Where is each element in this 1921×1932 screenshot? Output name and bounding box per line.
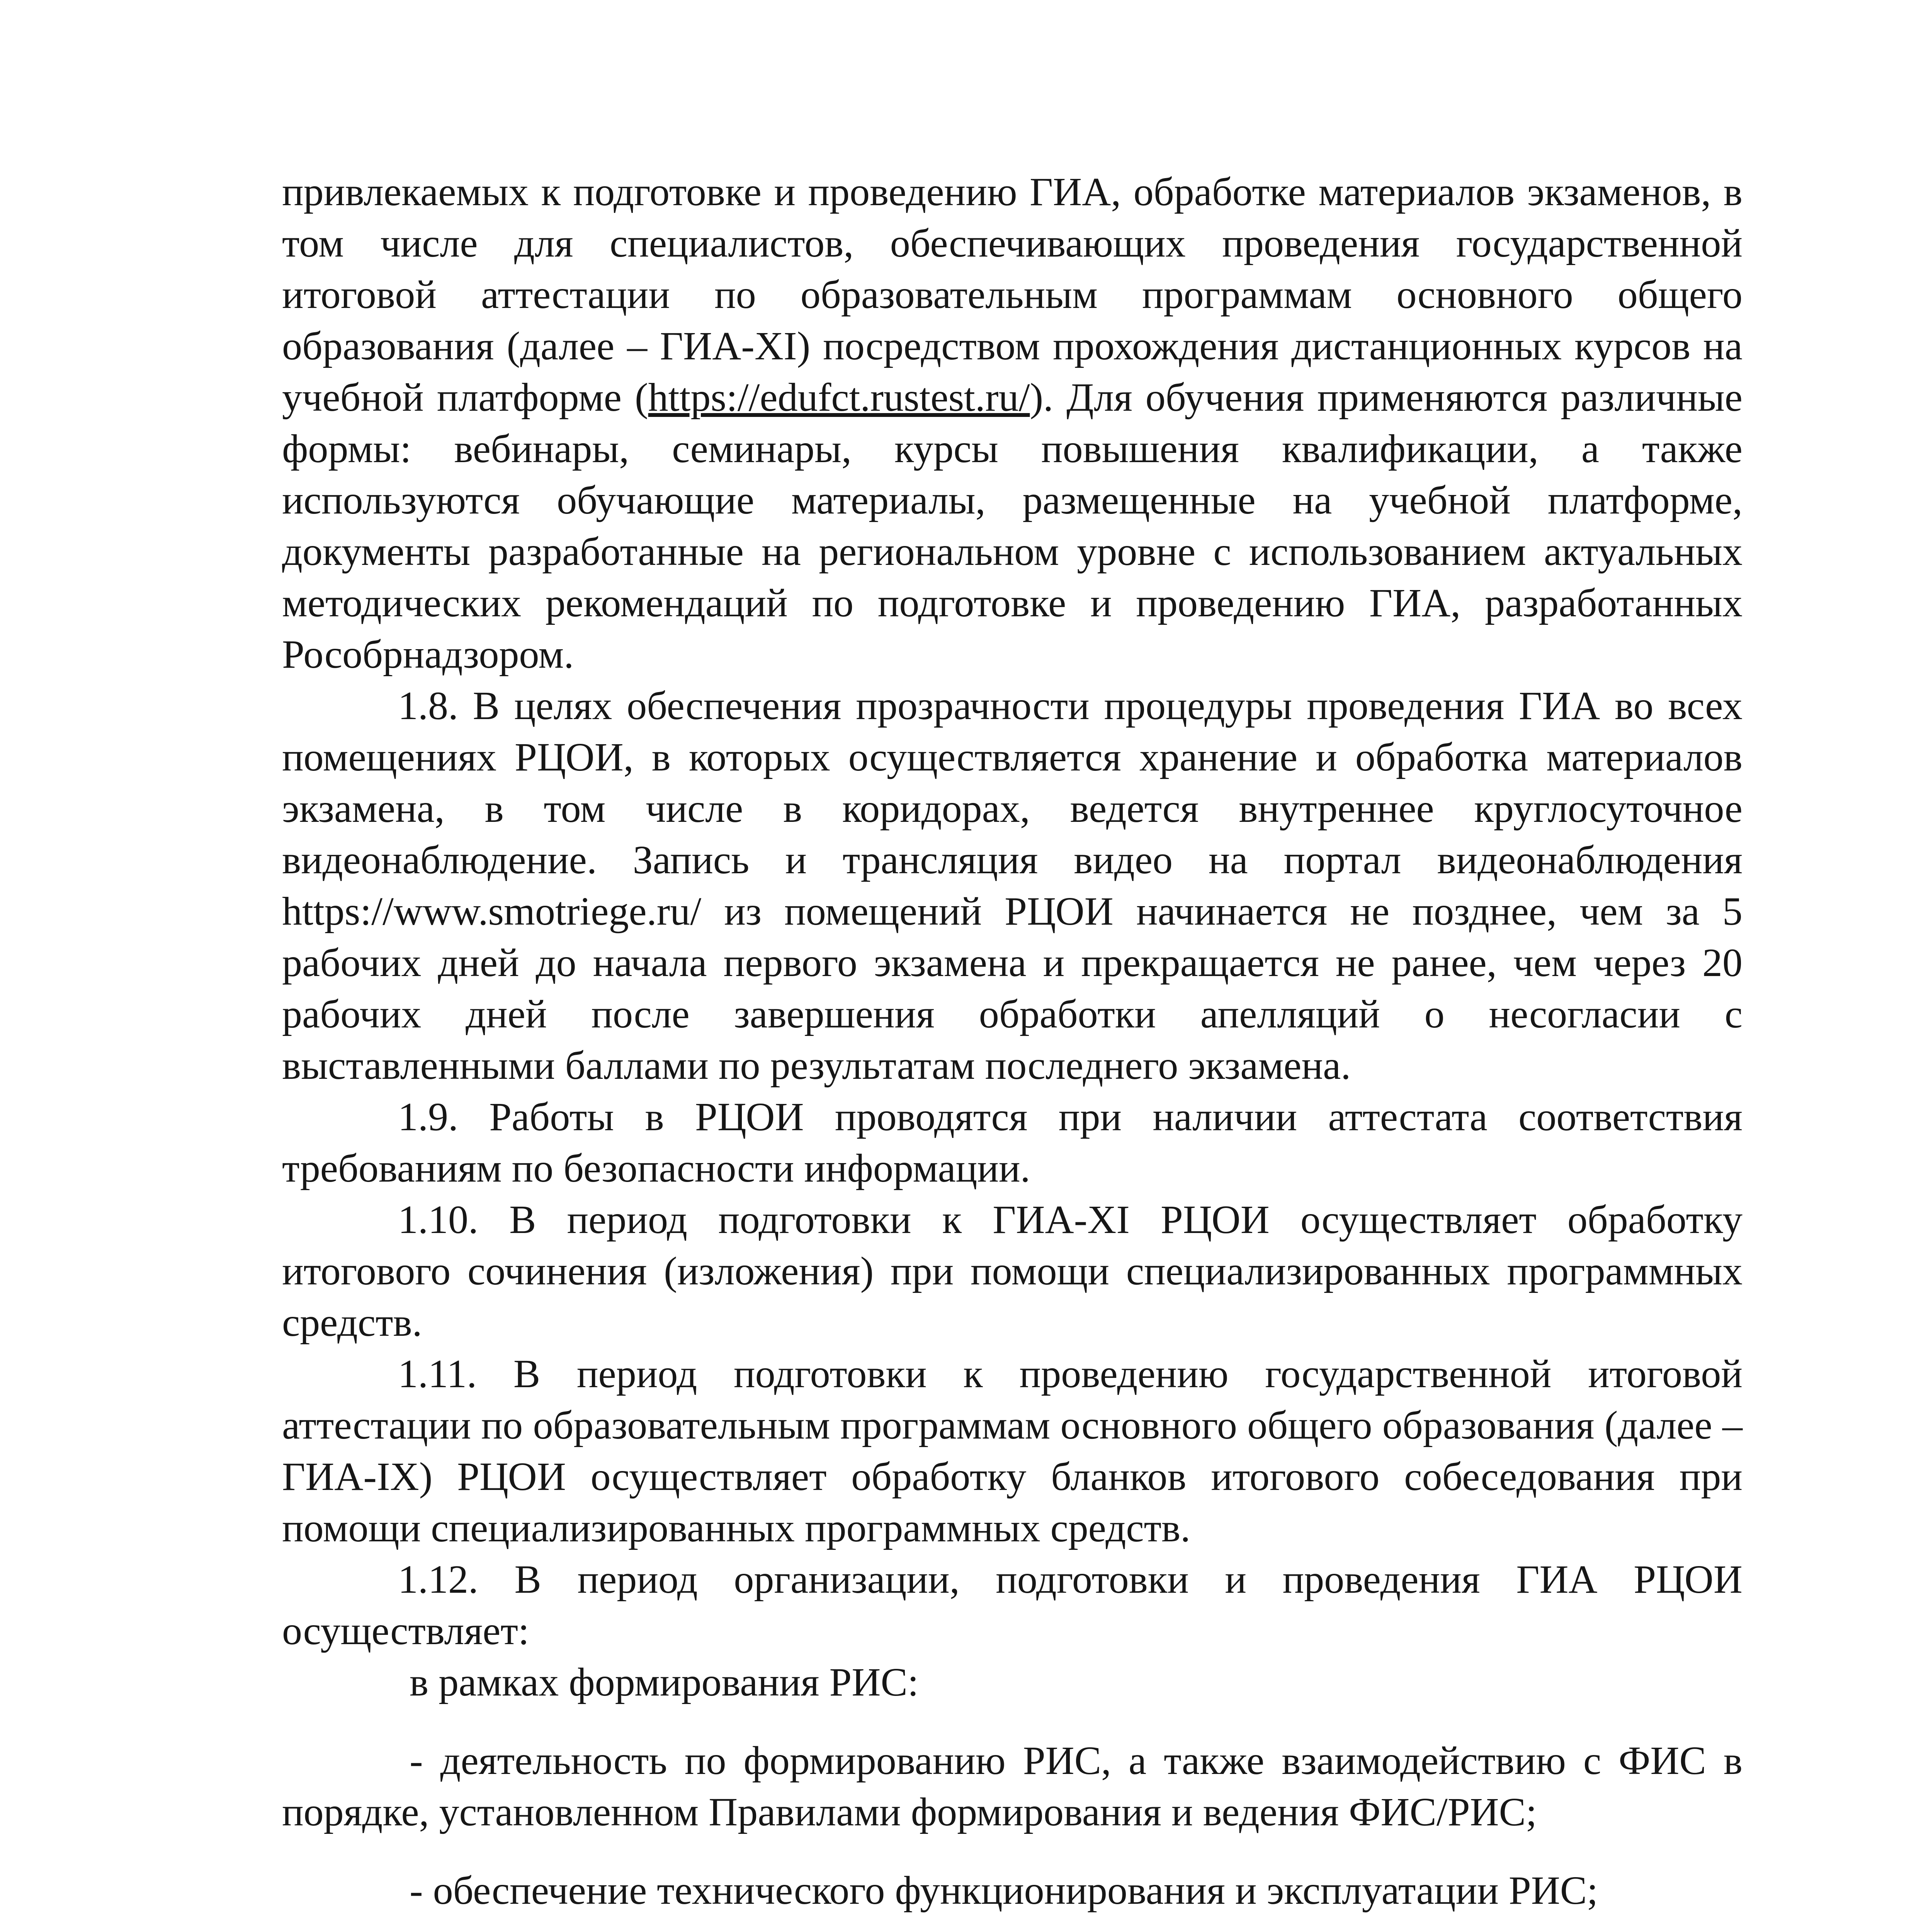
ris-list-intro: в рамках формирования РИС:: [410, 1660, 919, 1704]
paragraph-training-text-before: привлекаемых к подготовке и проведению ГИА, обработке материалов экзаменов, в том числе для специалистов, обеспечивающих проведения государственной итоговой аттестации по образовательным программам основного общего образования (далее – ГИА-XI) посредством прохождения дистанционных курсов на учебной платформе (: [282, 170, 1742, 420]
paragraph-training-text-after: ). Для обучения применяются различные формы: вебинары, семинары, курсы повышения квалификации, а также используются обучающие материалы, размещенные на учебной платформе, документы разработанные на региональном уровне с использованием актуальных методических рекомендаций по подготовке и проведению ГИА, разработанных Рособрнадзором.: [282, 375, 1742, 677]
paragraph-1-8: 1.8. В целях обеспечения прозрачности процедуры проведения ГИА во всех помещениях РЦОИ, в которых осуществляется хранение и обработка материалов экзамена, в том числе в коридорах, ведется внутреннее круглосуточное видеонаблюдение. Запись и трансляция видео на портал видеонаблюдения https://www.smotriege.ru/ из помещений РЦОИ начинается не позднее, чем за 5 рабочих дней до начала первого экзамена и прекращается не ранее, чем через 20 рабочих дней после завершения обработки апелляций о несогласии с выставленными баллами по результатам последнего экзамена.: [282, 684, 1742, 1088]
paragraph-1-12: 1.12. В период организации, подготовки и проведения ГИА РЦОИ осуществляет:: [282, 1557, 1742, 1653]
paragraph-1-10: 1.10. В период подготовки к ГИА-XI РЦОИ осуществляет обработку итогового сочинения (изложения) при помощи специализированных программных средств.: [282, 1197, 1742, 1345]
document-body: [282, 166, 1742, 1932]
list-item-ris-formation: - деятельность по формированию РИС, а также взаимодействию с ФИС в порядке, установленном Правилами формирования и ведения ФИС/РИС;: [282, 1738, 1742, 1834]
edufct-link[interactable]: https://edufct.rustest.ru/: [648, 375, 1030, 420]
paragraph-training: [282, 166, 1742, 680]
list-item-ris-operation: - обеспечение технического функционирования и эксплуатации РИС;: [410, 1868, 1598, 1913]
paragraph-1-9: 1.9. Работы в РЦОИ проводятся при наличии аттестата соответствия требованиям по безопасности информации.: [282, 1095, 1742, 1190]
paragraph-1-11: 1.11. В период подготовки к проведению государственной итоговой аттестации по образовательным программам основного общего образования (далее – ГИА-IX) РЦОИ осуществляет обработку бланков итогового собеседования при помощи специализированных программных средств.: [282, 1352, 1742, 1550]
